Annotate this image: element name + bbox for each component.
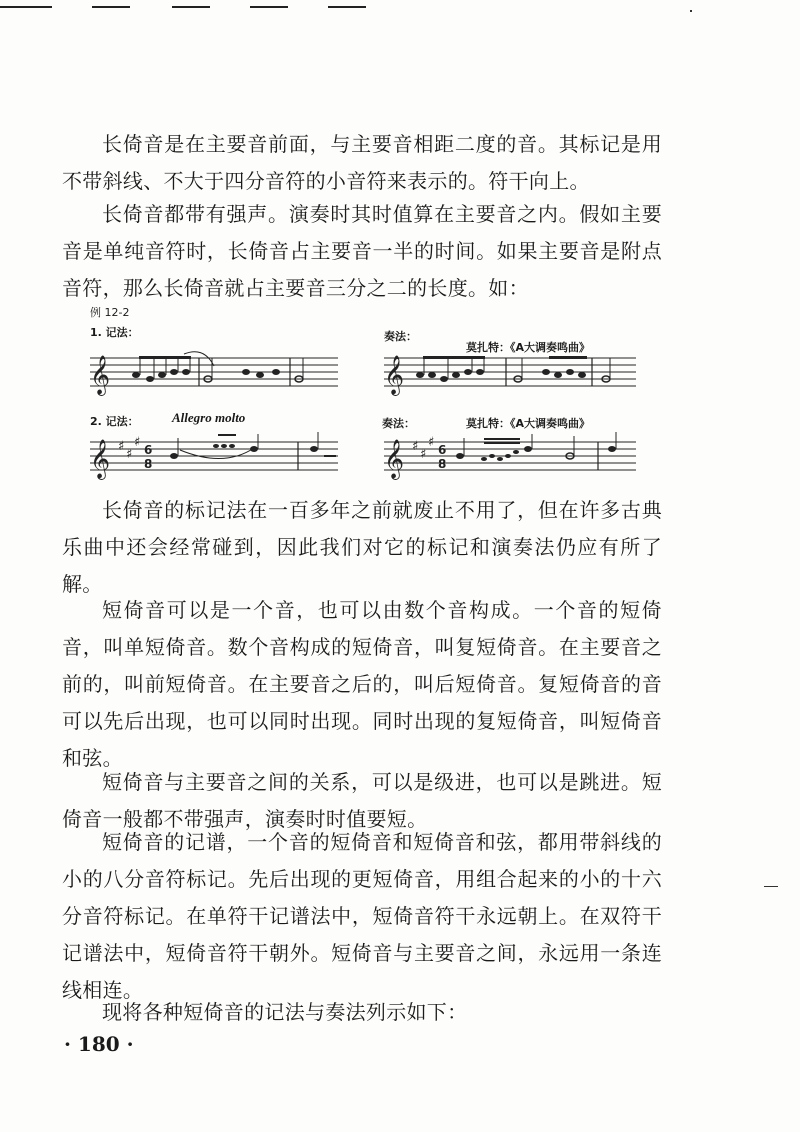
notes-notation xyxy=(170,432,336,459)
scan-mark xyxy=(690,10,692,12)
paragraph-short-appoggiatura-notation: 短倚音的记谱，一个音的短倚音和短倚音和弦，都用带斜线的小的八分音符标记。先后出现的更短倚音，用组合起来的小的十六分音符标记。在单符干记谱法中，短倚音符干永远朝上。在双符干记谱法中，短倚音符干朝外。短倚音与主要音之间，永远用一条连线相连。 xyxy=(62,830,662,1002)
svg-text:♯: ♯ xyxy=(118,439,125,454)
paragraph-short-appoggiatura-types: 短倚音可以是一个音，也可以由数个音构成。一个音的短倚音，叫单短倚音。数个音构成的短倚音，叫复短倚音。在主要音之前的，叫前短倚音。在主要音之后的，叫后短倚音。复短倚音的音可以先后出现，也可以同时出现。同时出现的复短倚音，叫短倚音和弦。 xyxy=(62,598,662,770)
scan-mark xyxy=(764,886,778,887)
paragraph-long-appoggiatura-obsolete: 长倚音的标记法在一百多年之前就废止不用了，但在许多古典乐曲中还会经常碰到，因此我们对它的标记和演奏法仍应有所了解。 xyxy=(62,498,662,596)
row2-tempo: Allegro molto xyxy=(172,410,246,425)
notes-performance xyxy=(416,356,610,382)
row2-source: 莫扎特：《A大调奏鸣曲》 xyxy=(466,417,591,430)
header-rule xyxy=(328,6,366,8)
paragraph-list-intro: 现将各种短倚音的记法与奏法列示如下： xyxy=(102,1000,468,1024)
row2-notation-label: 2. 记法： xyxy=(90,415,139,428)
treble-clef-icon: 𝄞 xyxy=(384,439,405,479)
svg-text:♯: ♯ xyxy=(428,435,435,450)
row1-notation-label: 1. 记法： xyxy=(90,326,139,339)
row1-performance-label: 奏法： xyxy=(384,330,417,343)
header-rule xyxy=(0,6,52,8)
notes-notation xyxy=(132,352,303,382)
svg-text:8: 8 xyxy=(438,457,447,471)
notes-performance xyxy=(456,432,616,461)
paragraph-long-appoggiatura-accent: 长倚音都带有强声。演奏时其时值算在主要音之内。假如主要音是单纯音符时，长倚音占主要音一半的时间。如果主要音是附点音符，那么长倚音就占主要音三分之二的长度。如： xyxy=(62,202,662,300)
treble-clef-icon: 𝄞 xyxy=(90,439,111,479)
svg-text:♯: ♯ xyxy=(412,439,419,454)
svg-text:♯: ♯ xyxy=(126,447,133,462)
svg-text:6: 6 xyxy=(144,443,153,457)
row2-performance-label: 奏法： xyxy=(382,417,415,430)
svg-text:♯: ♯ xyxy=(134,435,141,450)
svg-text:8: 8 xyxy=(144,457,153,471)
treble-clef-icon: 𝄞 xyxy=(384,355,405,395)
page-number: · 180 · xyxy=(64,1032,134,1056)
row1-source: 莫扎特：《A大调奏鸣曲》 xyxy=(466,341,591,354)
paragraph-short-appoggiatura-relation: 短倚音与主要音之间的关系，可以是级进，也可以是跳进。短倚音一般都不带强声，演奏时时值要短。 xyxy=(62,770,662,831)
header-rule xyxy=(92,6,130,8)
paragraph-long-appoggiatura-definition: 长倚音是在主要音前面，与主要音相距二度的音。其标记是用不带斜线、不大于四分音符的小音符来表示的。符干向上。 xyxy=(62,132,662,193)
header-rule xyxy=(250,6,288,8)
treble-clef-icon: 𝄞 xyxy=(90,355,111,395)
music-staff-row1 xyxy=(84,348,644,398)
svg-text:6: 6 xyxy=(438,443,447,457)
header-rule xyxy=(172,6,210,8)
example-label: 例 12-2 xyxy=(90,306,130,319)
music-staff-row2 xyxy=(84,432,644,482)
svg-text:♯: ♯ xyxy=(420,447,427,462)
